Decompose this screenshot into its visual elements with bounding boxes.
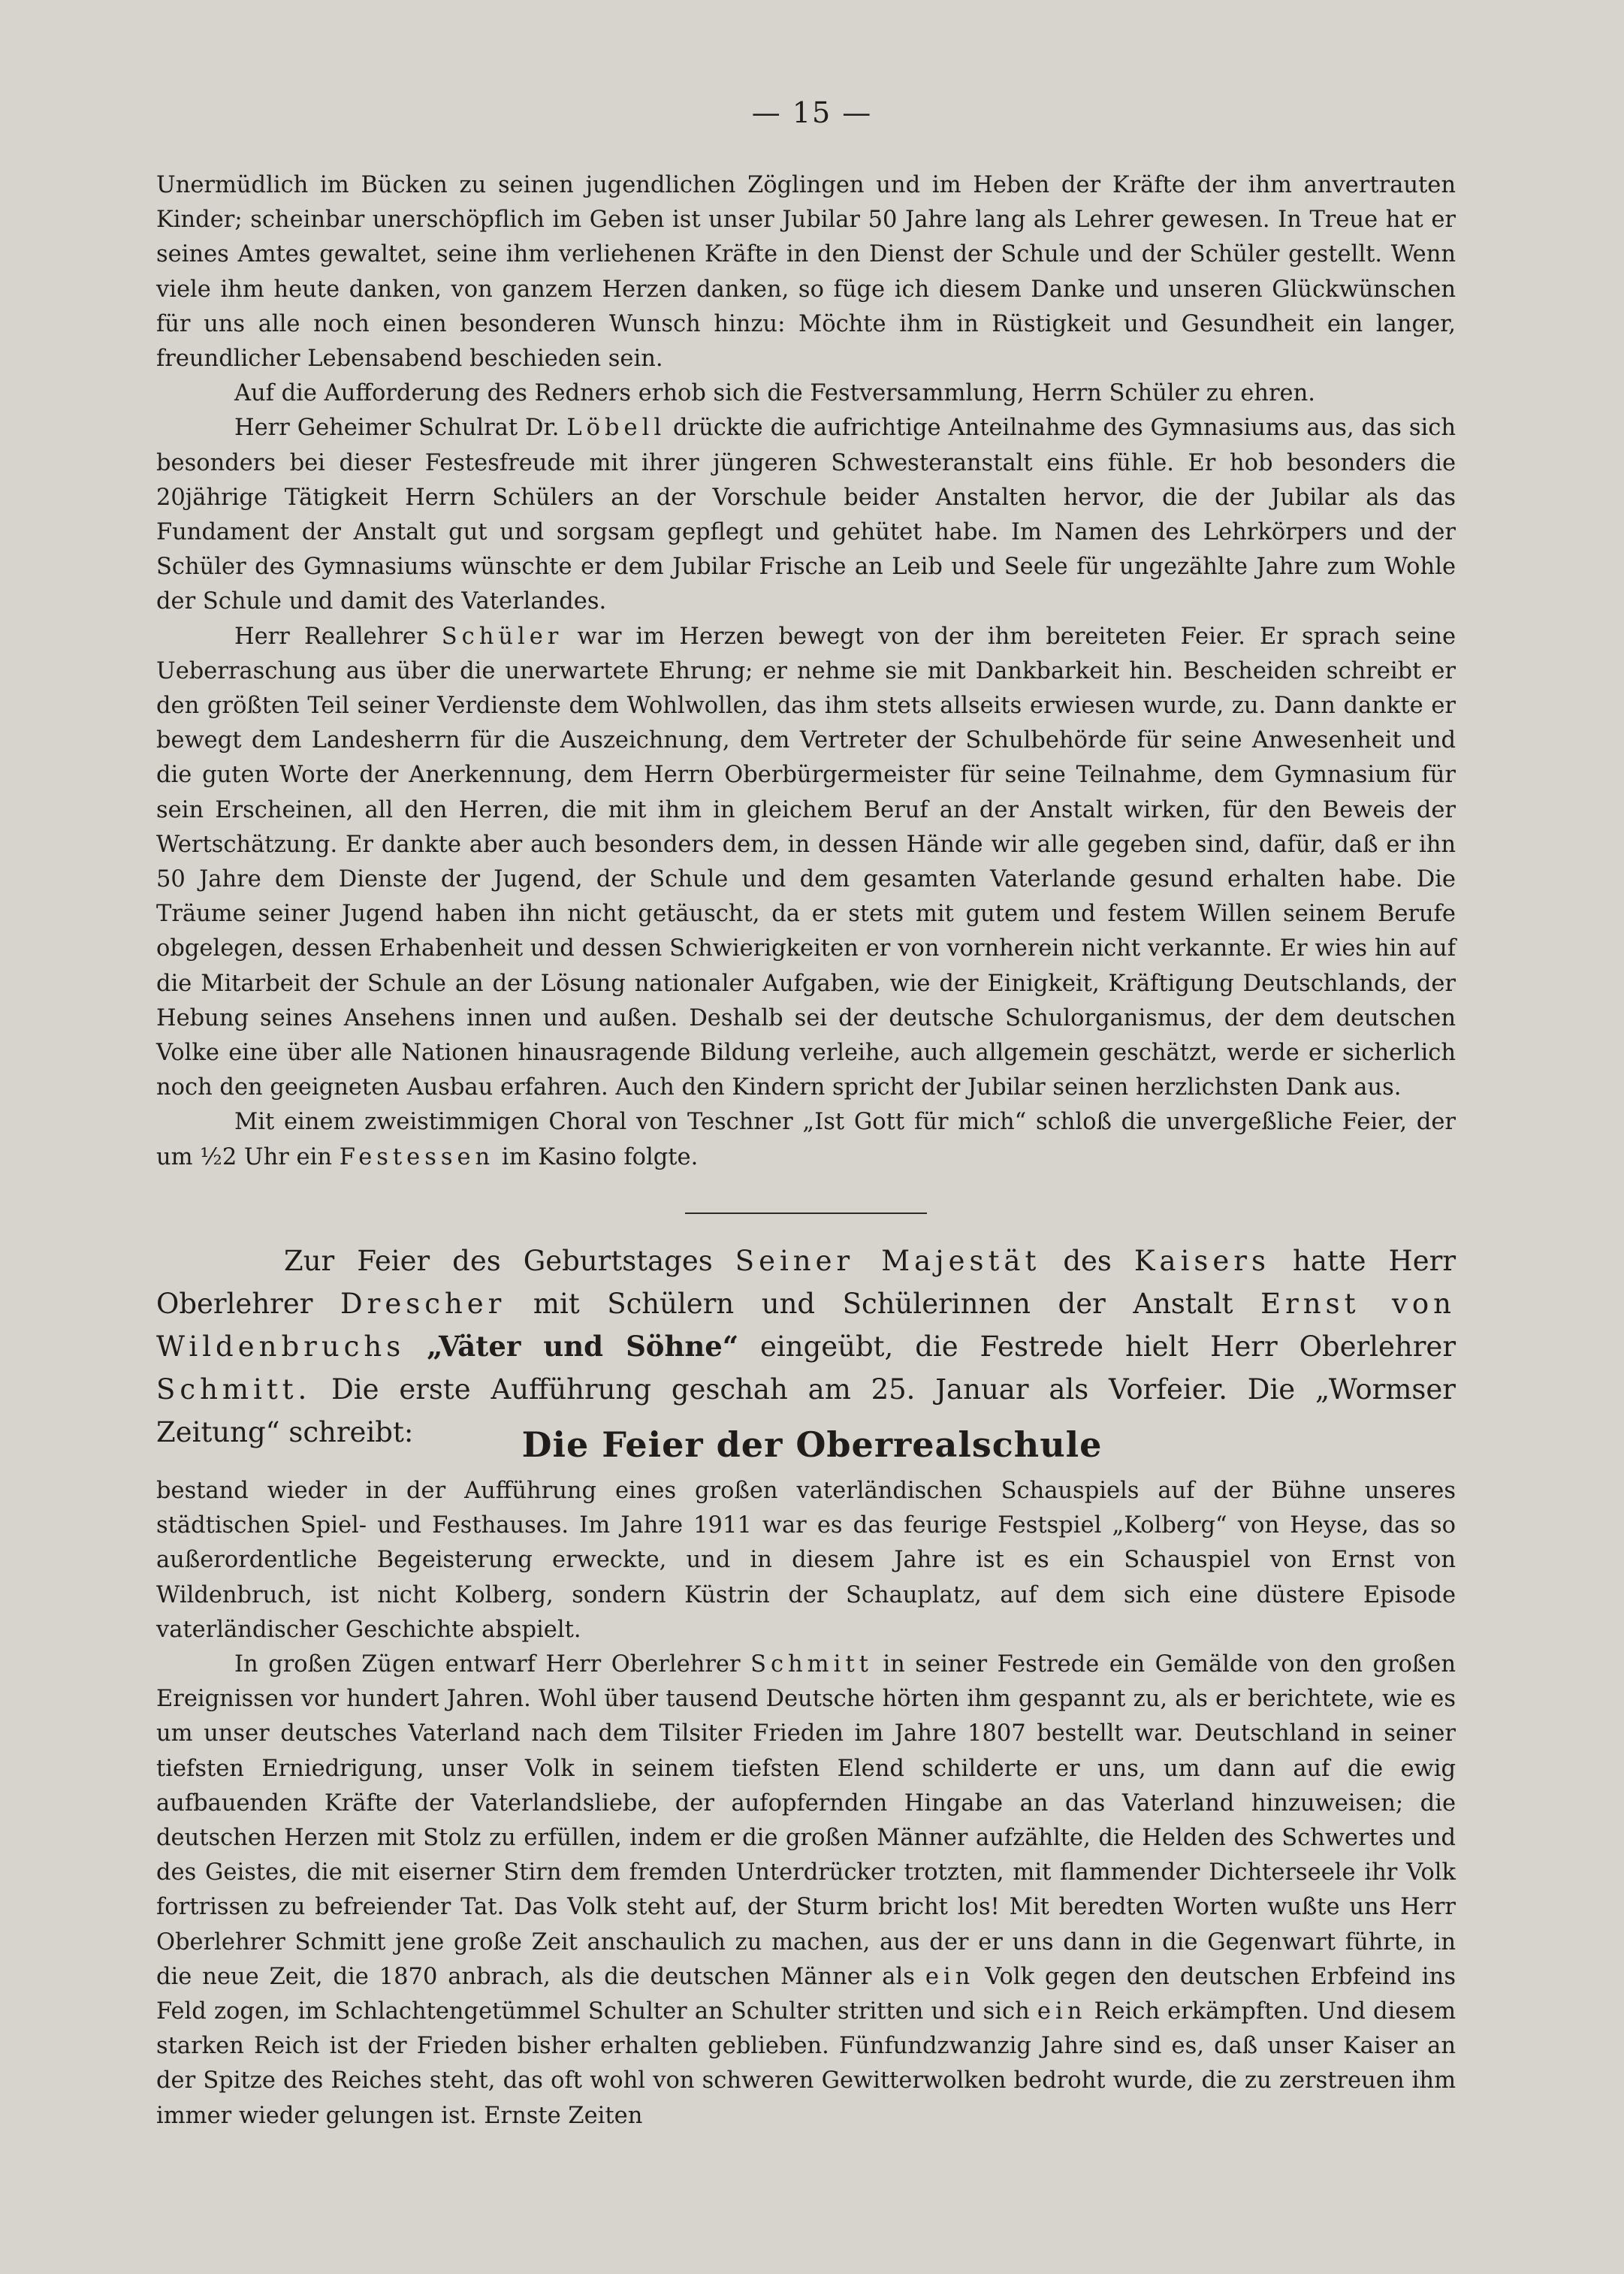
intro-kaiser: Kaisers [1133, 1245, 1270, 1277]
intro-schmitt: Schmitt. [156, 1373, 312, 1406]
intro-text-2: des [1063, 1245, 1112, 1277]
quote-2-middle-2: Volk gegen den deutschen Erbfeind ins Feld zogen, im Schlachtengetümmel Schulter an Schulter stritten und sich [156, 1963, 1456, 2025]
paragraph-5-rest: im Kasino folgte. [501, 1143, 699, 1170]
section-birthday-intro [156, 1240, 1456, 1454]
paragraph-3-rest: drückte die aufrichtige Anteilnahme des Gymnasiums aus, das sich besonders bei dieser Festesfreude mit ihrer jüngeren Schwesteranstalt eins fühle. Er hob besonders die 20jährige Tätigkeit Herrn Schülers an der Vorschule beider Anstalten hervor, die der Jubilar als das Fundament der Anstalt gut und sorgsam gepflegt und gehütet habe. Im Namen des Lehrkörpers und der Schüler des Gymnasiums wünschte er dem Jubilar Frische an Leib und Seele für ungezählte Jahre zum Wohle der Schule und damit des Vaterlandes. [156, 415, 1456, 615]
quote-2-schmitt: Schmitt [750, 1651, 873, 1678]
page-number: — 15 — [751, 96, 873, 129]
intro-paragraph [156, 1240, 1456, 1454]
intro-text-1: Zur Feier des Geburtstages [284, 1245, 713, 1277]
paragraph-2: Auf die Aufforderung des Redners erhob sich die Festversammlung, Herrn Schüler zu ehren. [234, 380, 1315, 407]
intro-drescher: Drescher [340, 1288, 506, 1320]
paragraph-3 [156, 411, 1456, 619]
paragraph-1: Unermüdlich im Bücken zu seinen jugendlichen Zöglingen und im Heben der Kräfte der ihm anvertrauten Kinder; scheinbar unerschöpflich im Geben ist unser Jubilar 50 Jahre lang als Lehrer gewesen. In Treue hat er seines Amtes gewaltet, seine ihm verliehenen Kräfte in den Dienst der Schule und der Schüler gestellt. Wenn viele ihm heute danken, von ganzem Herzen danken, so füge ich diesem Danke und unseren Glückwünschen für uns alle noch einen besonderen Wunsch hinzu: Möchte ihm in Rüstigkeit und Gesundheit ein langer, freundlicher Lebensabend beschieden sein. [156, 172, 1456, 373]
intro-text-6: Die erste Aufführung geschah am 25. Januar als Vorfeier. Die „Wormser Zeitung“ schreibt: [156, 1373, 1456, 1448]
quote-2-end: Reich erkämpften. Und diesem starken Reich ist der Frieden bisher erhalten geblieben. Fünfundzwanzig Jahre sind es, daß unser Kaiser an der Spitze des Reiches steht, das oft wohl von schweren Gewitterwolken bedroht wurde, die zu zerstreuen ihm immer wieder gelungen ist. Ernste Zeiten [156, 1998, 1456, 2129]
paragraph-4-rest: war im Herzen bewegt von der ihm bereiteten Feier. Er sprach seine Ueberraschung aus über die unerwartete Ehrung; er nehme sie mit Dankbarkeit hin. Bescheiden schreibt er den größten Teil seiner Verdienste dem Wohlwollen, das ihm stets allseits erwiesen wurde, zu. Dann dankte er bewegt dem Landesherrn für die Auszeichnung, dem Vertreter der Schulbehörde für seine Anwesenheit und die guten Worte der Anerkennung, dem Herrn Oberbürgermeister für seine Teilnahme, dem Gymnasium für sein Erscheinen, all den Herren, die mit ihm in gleichem Beruf an der Anstalt wirken, für den Beweis der Wertschätzung. Er dankte aber auch besonders dem, in dessen Hände wir alle gegeben sind, dafür, daß er ihn 50 Jahre dem Dienste der Jugend, der Schule und dem gesamten Vaterlande gesund erhalten habe. Die Träume seiner Jugend haben ihn nicht getäuscht, da er stets mit gutem und festem Willen seinem Berufe obgelegen, dessen Erhabenheit und dessen Schwierigkeiten er von vornherein nicht verkannte. Er wies hin auf die Mitarbeit der Schule an der Lösung nationaler Aufgaben, wie der Einigkeit, Kräftigung Deutschlands, der Hebung seines Ansehens innen und außen. Deshalb sei der deutsche Schulorganismus, der dem deutschen Volke eine über alle Nationen hinausragende Bildung verleihe, auch allgemein geschätzt, werde er sicherlich noch den geeigneten Ausbau erfahren. Auch den Kindern spricht der Jubilar seinen herzlichsten Dank aus. [156, 623, 1456, 1101]
paragraph-5 [156, 1105, 1456, 1174]
name-loebell: Löbell [566, 415, 666, 442]
section-newspaper-quote [156, 1474, 1456, 2134]
intro-play-title: „Väter und Söhne“ [427, 1330, 739, 1363]
quote-2-ein-2: ein [1037, 1998, 1087, 2025]
section-divider [685, 1212, 927, 1214]
paragraph-5-start: Mit einem zweistimmigen Choral von Teschner „Ist Gott für mich“ schloß die unvergeßliche Feier, der um ½2 Uhr ein [156, 1109, 1456, 1170]
intro-text-4: mit Schülern und Schülerinnen der Anstalt [533, 1288, 1233, 1320]
paragraph-4 [156, 620, 1456, 1106]
intro-text-5: eingeübt, die Festrede hielt Herr Oberlehrer [760, 1330, 1456, 1363]
quote-2-middle: in seiner Festrede ein Gemälde von den großen Ereignissen vor hundert Jahren. Wohl über tausend Deutsche hörten ihm gespannt zu, als er berichtete, wie es um unser deutsches Vaterland nach dem Tilsiter Frieden im Jahre 1807 bestellt war. Deutschland in seiner tiefsten Erniedrigung, unser Volk in seinem tiefsten Elend schilderte er uns, um dann auf die ewig aufbauenden Kräfte der Vaterlandsliebe, der aufopfernden Hingabe an das Vaterland hinzuweisen; die deutschen Herzen mit Stolz zu erfüllen, indem er die großen Männer aufzählte, die Helden des Schwertes und des Geistes, die mit eiserner Stirn dem fremden Unterdrücker trotzten, mit flammender Dichterseele ihr Volk fortrissen zu befreiender Tat. Das Volk steht auf, der Sturm bricht los! Mit beredten Worten wußte uns Herr Oberlehrer Schmitt jene große Zeit anschaulich zu machen, aus der er uns dann in die Gegenwart führte, in die neue Zeit, die 1870 anbrach, als die deutschen Männer als [156, 1651, 1456, 1990]
quote-2-start: In großen Zügen entwarf Herr Oberlehrer [234, 1651, 741, 1678]
intro-majesty: Seiner Majestät [735, 1245, 1041, 1277]
quote-paragraph-1: bestand wieder in der Aufführung eines großen vaterländischen Schauspiels auf der Bühne unseres städtischen Spiel- und Festhauses. Im Jahre 1911 war es das feurige Festspiel „Kolberg“ von Heyse, das so außerordentliche Begeisterung erweckte, und in diesem Jahre ist es ein Schauspiel von Ernst von Wildenbruch, ist nicht Kolberg, sondern Küstrin der Schauplatz, auf dem sich eine düstere Episode vaterländischer Geschichte abspielt. [156, 1478, 1456, 1643]
paragraph-3-start: Herr Geheimer Schulrat Dr. [234, 415, 560, 442]
article-headline: Die Feier der Oberrealschule [521, 1424, 1103, 1465]
quote-paragraph-2 [156, 1647, 1456, 2134]
name-schueler: Schüler [441, 623, 563, 650]
paragraph-4-start: Herr Reallehrer [234, 623, 427, 650]
quote-2-ein-1: ein [925, 1963, 975, 1990]
intro-wildenbruch: Ernst von Wildenbruchs [156, 1288, 1456, 1363]
intro-text-3: hatte Herr Oberlehrer [156, 1245, 1456, 1320]
festessen: Festessen [339, 1143, 495, 1170]
section-jubilee-report [156, 168, 1456, 1175]
